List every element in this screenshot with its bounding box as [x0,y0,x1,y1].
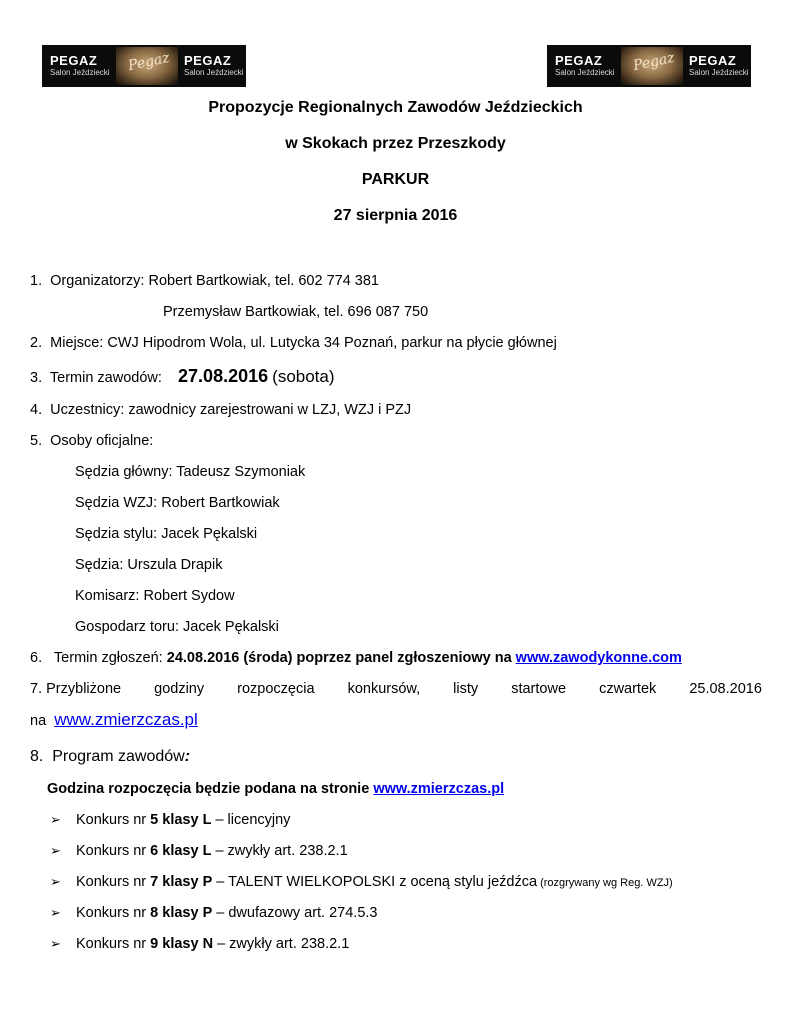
item-entry-deadline [30,650,682,666]
competition-item [50,843,348,859]
start-times-word: czwartek [599,681,657,697]
competition-desc: – zwykły art. 238.2.1 [213,936,350,952]
official-wzj-judge: Sędzia WZJ: Robert Bartkowiak [75,495,280,511]
logo-medal-text: Pegaz [631,49,676,75]
competition-nr: 6 [150,843,159,859]
competition-desc: – licencyjny [211,812,291,828]
document-subtitle: w Skokach przez Przeszkody [285,135,506,152]
zmierzczas-link[interactable]: www.zmierzczas.pl [54,710,198,729]
start-times-word: startowe [511,681,567,697]
logo-subtitle: Salon Jeździecki [555,68,615,77]
logo-subtitle: Salon Jeździecki [50,68,110,77]
start-times-word: godziny [154,681,205,697]
item-number: 8. [30,748,44,765]
competition-mid: klasy [158,843,203,859]
document-date: 27 sierpnia 2016 [333,207,458,224]
competition-note: (rozgrywany wg Reg. WZJ) [537,877,673,889]
competition-pre: Konkurs nr [76,905,151,921]
item-number: 5. [30,433,43,449]
start-times-word: listy [453,681,479,697]
logo-brand: PEGAZ [689,53,737,68]
venue-text: Miejsce: CWJ Hipodrom Wola, ul. Lutycka 34 Poznań, parkur na płycie głównej [50,335,557,351]
competition-item [50,874,673,890]
participants-text: Uczestnicy: zawodnicy zarejestrowani w LZJ, WZJ i PZJ [50,402,412,418]
competition-pre: Konkurs nr [76,812,151,828]
event-date-label: Termin zawodów: [49,370,162,386]
start-times-link-line [30,710,198,730]
item-number: 1. [30,273,43,289]
competition-nr: 5 [150,812,159,828]
item-organizers [30,273,379,289]
logo-medal-text: Pegaz [126,49,171,75]
competition-desc: – TALENT WIELKOPOLSKI z oceną stylu jeźdźca [212,874,538,890]
start-times-word: 25.08.2016 [689,681,762,697]
entry-deadline-label: Termin zgłoszeń: [53,650,163,666]
competition-desc: – dwufazowy art. 274.5.3 [212,905,378,921]
competition-pre: Konkurs nr [76,936,151,952]
official-course-designer: Gospodarz toru: Jacek Pękalski [75,619,279,635]
competition-item [50,905,378,921]
officials-heading: Osoby oficjalne: [50,433,154,449]
item-participants [30,402,411,418]
item-officials [30,433,153,449]
logo-right [547,45,751,87]
official-chief-judge: Sędzia główny: Tadeusz Szymoniak [75,464,306,480]
logo-subtitle: Salon Jeździecki [184,68,244,77]
program-heading: Program zawodów [52,748,185,765]
start-times-word: rozpoczęcia [237,681,315,697]
program-note-link[interactable]: www.zmierzczas.pl [373,781,505,797]
competition-mid: klasy [158,874,203,890]
competition-mid: klasy [158,812,203,828]
logo-brand: PEGAZ [555,53,603,68]
competition-nr: 7 [150,874,159,890]
competition-item [50,936,349,952]
item-venue [30,335,557,351]
competition-klasa: L [202,843,212,859]
zawodykonne-link[interactable]: www.zawodykonne.com [515,650,682,666]
logo-brand: PEGAZ [184,53,232,68]
competition-mid: klasy [158,905,203,921]
official-style-judge: Sędzia stylu: Jacek Pękalski [75,526,258,542]
document-title: Propozycje Regionalnych Zawodów Jeździeckich [208,99,583,116]
arrow-bullet-icon: ➢ [50,812,61,827]
competition-klasa: P [202,874,213,890]
competition-klasa: L [202,812,212,828]
event-date-value: 27.08.2016 [178,366,269,386]
item-number-and-word: 7. Przybliżone [30,681,122,697]
competition-nr: 9 [150,936,159,952]
competition-nr: 8 [150,905,159,921]
program-note-text: Godzina rozpoczęcia będzie podana na stronie [47,781,370,797]
arrow-bullet-icon: ➢ [50,843,61,858]
logo-brand: PEGAZ [50,53,98,68]
official-steward: Komisarz: Robert Sydow [75,588,235,604]
arrow-bullet-icon: ➢ [50,905,61,920]
competition-pre: Konkurs nr [76,843,151,859]
item-program [30,748,190,766]
item-number: 4. [30,402,43,418]
official-judge: Sędzia: Urszula Drapik [75,557,223,573]
competition-klasa: N [202,936,214,952]
start-times-na: na [30,713,47,729]
organizers-text: Organizatorzy: Robert Bartkowiak, tel. 602 774 381 [50,273,379,289]
arrow-bullet-icon: ➢ [50,874,61,889]
item-number: 2. [30,335,43,351]
competition-item [50,812,290,828]
document-discipline: PARKUR [361,171,430,188]
item-number: 3. [30,370,43,386]
item-number: 6. [30,650,43,666]
start-times-word: konkursów, [347,681,421,697]
item-start-times [30,681,762,697]
entry-deadline-value: 24.08.2016 (środa) poprzez panel zgłoszeniowy na [166,650,512,666]
event-date-day: (sobota) [272,367,335,386]
logo-left [42,45,246,87]
program-colon: : [184,748,191,765]
program-note [47,781,504,797]
competition-desc: – zwykły art. 238.2.1 [211,843,348,859]
competition-pre: Konkurs nr [76,874,151,890]
arrow-bullet-icon: ➢ [50,936,61,951]
logo-subtitle: Salon Jeździecki [689,68,749,77]
item-event-date [30,366,335,387]
competition-mid: klasy [158,936,203,952]
competition-klasa: P [202,905,213,921]
organizers-second: Przemysław Bartkowiak, tel. 696 087 750 [163,304,429,320]
